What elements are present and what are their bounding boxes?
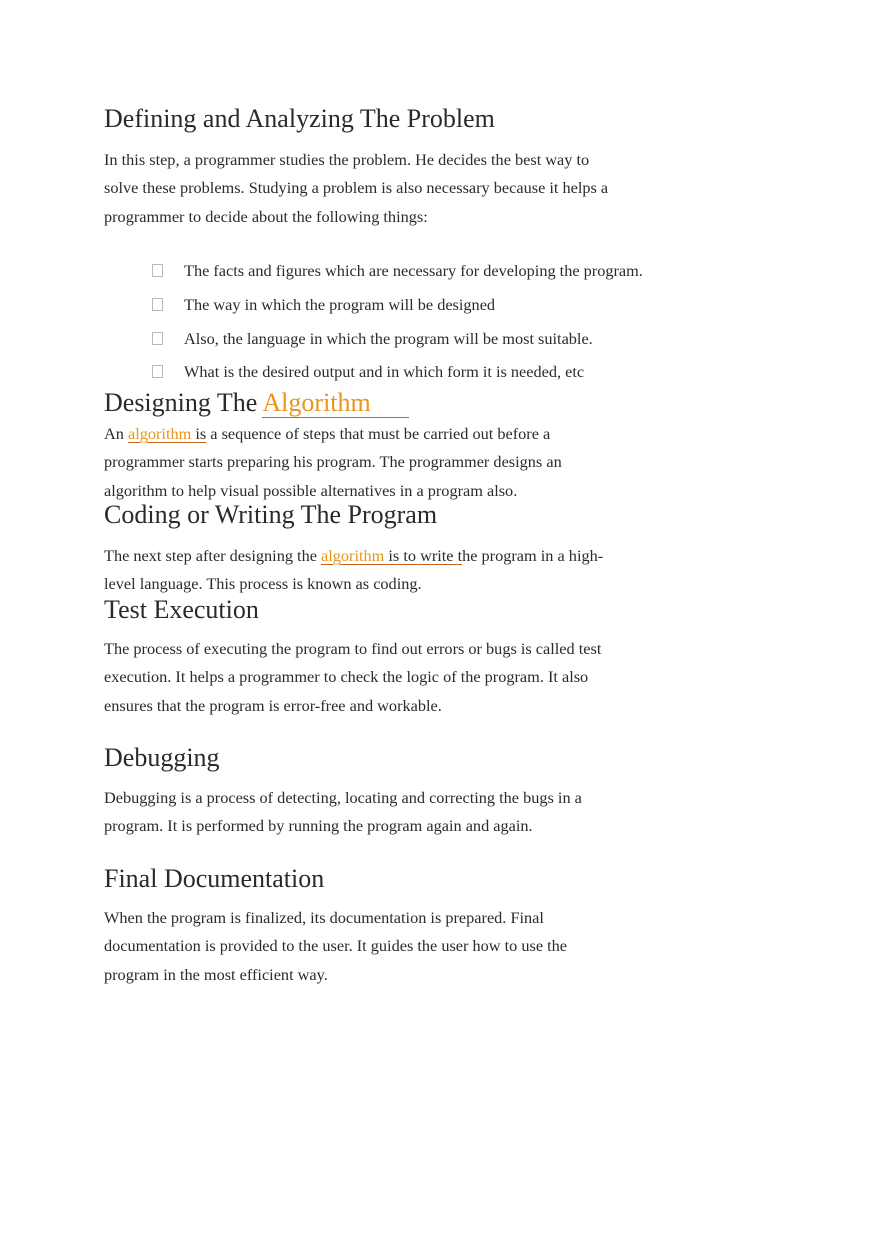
heading-designing-algorithm: Designing The Algorithm bbox=[104, 388, 409, 418]
text-line: program in the most efficient way. bbox=[104, 964, 328, 984]
bullet-icon bbox=[152, 365, 163, 378]
heading-defining-problem: Defining and Analyzing The Problem bbox=[104, 104, 495, 133]
heading-debugging: Debugging bbox=[104, 743, 220, 772]
bullet-icon bbox=[152, 332, 163, 345]
list-item: What is the desired output and in which form it is needed, etc bbox=[152, 361, 584, 383]
list-item: The facts and figures which are necessary for developing the program. bbox=[152, 260, 643, 282]
text-line: algorithm to help visual possible alternatives in a program also. bbox=[104, 480, 518, 500]
text-line: When the program is finalized, its documentation is prepared. Final bbox=[104, 908, 544, 927]
text-line: ensures that the program is error-free and workable. bbox=[104, 695, 442, 715]
text-line: programmer starts preparing his program. The programmer designs an bbox=[104, 452, 562, 472]
text-line: An algorithm is a sequence of steps that must be carried out before a bbox=[104, 424, 551, 443]
text-line: In this step, a programmer studies the problem. He decides the best way to bbox=[104, 150, 590, 169]
paragraph-debugging bbox=[104, 784, 582, 841]
text-line: documentation is provided to the user. It guides the user how to use the bbox=[104, 936, 568, 956]
paragraph-designing-algorithm bbox=[104, 420, 562, 505]
paragraph-final-documentation bbox=[104, 904, 567, 989]
text-line: The process of executing the program to find out errors or bugs is called test bbox=[104, 639, 602, 658]
algorithm-link[interactable]: algorithm bbox=[127, 424, 192, 443]
text-line: Debugging is a process of detecting, locating and correcting the bugs in a bbox=[104, 788, 582, 807]
heading-final-documentation: Final Documentation bbox=[104, 864, 325, 893]
text-line: level language. This process is known as coding. bbox=[104, 574, 422, 594]
list-item: The way in which the program will be designed bbox=[152, 294, 495, 316]
text-line: solve these problems. Studying a problem is also necessary because it helps a bbox=[104, 178, 609, 198]
paragraph-defining-problem bbox=[104, 146, 608, 231]
paragraph-test-execution bbox=[104, 635, 601, 720]
bullet-icon bbox=[152, 298, 163, 311]
bullet-icon bbox=[152, 264, 163, 277]
paragraph-coding bbox=[104, 542, 603, 599]
text-line: program. It is performed by running the program again and again. bbox=[104, 816, 533, 836]
text-line: programmer to decide about the following things: bbox=[104, 206, 428, 226]
algorithm-link[interactable]: algorithm bbox=[321, 546, 385, 565]
text-line: The next step after designing the algorithm is to write the program in a high- bbox=[104, 546, 604, 565]
list-item: Also, the language in which the program will be most suitable. bbox=[152, 328, 593, 350]
heading-test-execution: Test Execution bbox=[104, 595, 259, 624]
algorithm-heading-link[interactable]: Algorithm bbox=[262, 388, 408, 418]
text-line: execution. It helps a programmer to check the logic of the program. It also bbox=[104, 667, 589, 687]
heading-coding: Coding or Writing The Program bbox=[104, 500, 438, 529]
